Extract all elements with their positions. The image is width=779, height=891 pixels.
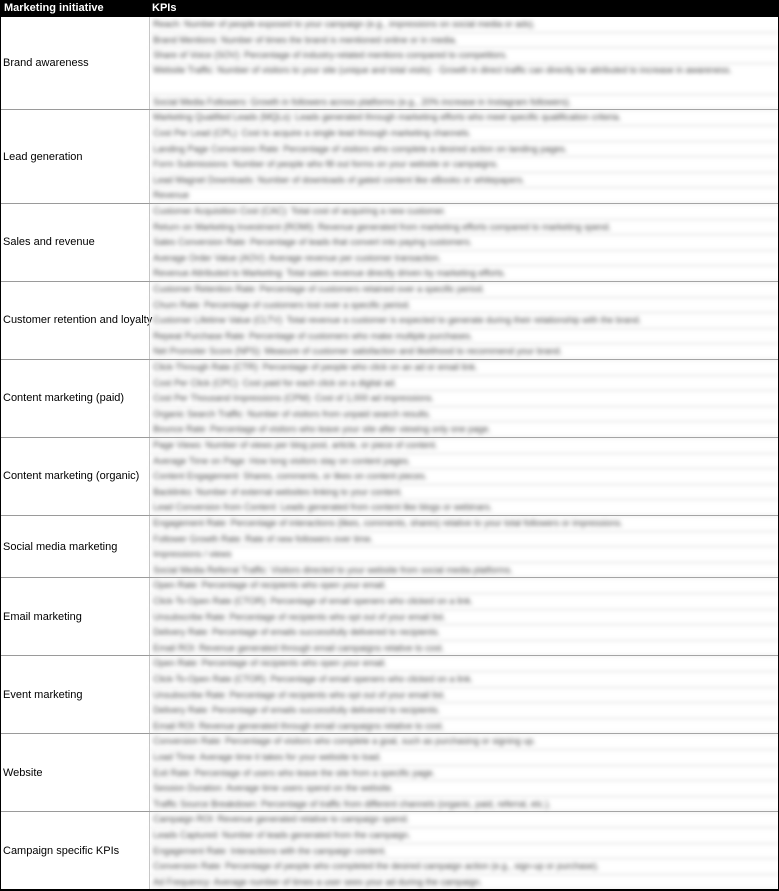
kpi-row: Exit Rate: Percentage of users who leave the site from a specific page. [150,766,779,782]
kpi-list [149,204,779,281]
initiative-group [0,282,779,360]
kpi-row: Engagement Rate: Interactions with the campaign content. [150,844,779,860]
kpi-list [149,17,779,109]
kpi-list [149,516,779,577]
kpi-row: Follower Growth Rate: Rate of new followers over time. [150,532,779,548]
kpi-list [149,110,779,203]
kpi-row: Churn Rate: Percentage of customers lost over a specific period. [150,298,779,314]
kpi-list [149,282,779,359]
kpi-row: Net Promoter Score (NPS): Measure of customer satisfaction and likelihood to recommend your brand. [150,344,779,360]
initiative-label: Email marketing [3,610,82,623]
kpi-row: Share of Voice (SOV): Percentage of industry-related mentions compared to competitors. [150,48,779,64]
kpi-row: Marketing Qualified Leads (MQLs): Leads generated through marketing efforts who meet specific qualification criteria. [150,110,779,126]
kpi-row: Delivery Rate: Percentage of emails successfully delivered to recipients. [150,703,779,719]
kpi-row: Organic Search Traffic: Number of visitors from unpaid search results. [150,407,779,423]
initiative-label: Sales and revenue [3,236,95,249]
initiative-label: Customer retention and loyalty [3,314,153,327]
kpi-list [149,812,779,889]
kpi-row: Open Rate: Percentage of recipients who open your email. [150,578,779,594]
kpi-row: Average Order Value (AOV): Average revenue per customer transaction. [150,251,779,267]
kpi-row: Cost Per Thousand Impressions (CPM): Cost of 1,000 ad impressions. [150,391,779,407]
kpi-row: Revenue [150,188,779,204]
table-header [0,0,779,17]
initiative-group [0,734,779,812]
kpi-row: Click-To-Open Rate (CTOR): Percentage of email openers who clicked on a link. [150,672,779,688]
initiative-label: Event marketing [3,688,83,701]
kpi-row: Load Time: Average time it takes for your website to load. [150,750,779,766]
kpi-row: Engagement Rate: Percentage of interactions (likes, comments, shares) relative to your total followers or impressions. [150,516,779,532]
kpi-row: Lead Conversion from Content: Leads generated from content like blogs or webinars. [150,500,779,516]
initiative-group [0,17,779,110]
table-body [0,17,779,890]
left-border [0,0,1,891]
initiative-group [0,656,779,734]
kpi-row: Reach: Number of people exposed to your campaign (e.g., impressions on social media or ads). [150,17,779,33]
kpi-row: Website Traffic: Number of visitors to your site (unique and total visits) - Growth in direct traffic can directly be attributed to increase in awareness. [150,64,779,95]
kpi-list [149,656,779,733]
kpi-row: Cost Per Click (CPC): Cost paid for each click on a digital ad. [150,376,779,392]
kpi-row: Content Engagement: Shares, comments, or likes on content pieces. [150,469,779,485]
kpi-row: Session Duration: Average time users spend on the website. [150,781,779,797]
kpi-row: Click-To-Open Rate (CTOR): Percentage of email openers who clicked on a link. [150,594,779,610]
initiative-label: Content marketing (paid) [3,392,125,405]
header-marketing-initiative: Marketing initiative [4,2,104,14]
kpi-row: Traffic Source Breakdown: Percentage of traffic from different channels (organic, paid, referral, etc.). [150,797,779,813]
kpi-list [149,734,779,811]
kpi-row: Repeat Purchase Rate: Percentage of customers who make multiple purchases. [150,329,779,345]
kpi-row: Social Media Referral Traffic: Visitors directed to your website from social media platforms. [150,563,779,579]
initiative-label: Content marketing (organic) [3,470,140,483]
kpi-list [149,360,779,437]
kpi-row: Customer Lifetime Value (CLTV): Total revenue a customer is expected to generate during their relationship with the brand. [150,313,779,329]
kpi-row: Revenue Attributed to Marketing: Total sales revenue directly driven by marketing efforts. [150,266,779,282]
header-kpis: KPIs [152,2,177,14]
kpi-row: Social Media Followers: Growth in followers across platforms (e.g., 20% increase in Instagram followers). [150,95,779,111]
kpi-row: Conversion Rate: Percentage of people who completed the desired campaign action (e.g., sign-up or purchase). [150,859,779,875]
kpi-row: Cost Per Lead (CPL): Cost to acquire a single lead through marketing channels. [150,126,779,142]
initiative-label: Website [3,766,43,779]
kpi-row: Page Views: Number of views per blog post, article, or piece of content. [150,438,779,454]
kpi-row: Sales Conversion Rate: Percentage of leads that convert into paying customers. [150,235,779,251]
initiative-group [0,578,779,656]
kpi-row: Ad Frequency: Average number of times a user sees your ad during the campaign. [150,875,779,891]
kpi-row: Click-Through Rate (CTR): Percentage of people who click on an ad or email link. [150,360,779,376]
kpi-row: Email ROI: Revenue generated through email campaigns relative to cost. [150,641,779,657]
initiative-group [0,438,779,516]
kpi-row: Backlinks: Number of external websites linking to your content. [150,485,779,501]
kpi-row: Unsubscribe Rate: Percentage of recipients who opt out of your email list. [150,610,779,626]
initiative-group [0,516,779,578]
kpi-row: Conversion Rate: Percentage of visitors who complete a goal, such as purchasing or signing up. [150,734,779,750]
initiative-label: Campaign specific KPIs [3,844,120,857]
kpi-row: Email ROI: Revenue generated through email campaigns relative to cost. [150,719,779,735]
kpi-list [149,578,779,655]
kpi-row: Leads Captured: Number of leads generated from the campaign. [150,828,779,844]
kpi-row: Open Rate: Percentage of recipients who open your email. [150,656,779,672]
kpi-row: Landing Page Conversion Rate: Percentage of visitors who complete a desired action on landing pages. [150,142,779,158]
kpi-row: Customer Acquisition Cost (CAC): Total cost of acquiring a new customer. [150,204,779,220]
kpi-row: Bounce Rate: Percentage of visitors who leave your site after viewing only one page. [150,422,779,438]
kpi-row: Impressions / views [150,547,779,563]
initiative-group [0,204,779,282]
kpi-row: Brand Mentions: Number of times the brand is mentioned online or in media. [150,33,779,49]
kpi-row: Lead Magnet Downloads: Number of downloads of gated content like eBooks or whitepapers. [150,173,779,189]
kpi-row: Average Time on Page: How long visitors stay on content pages. [150,454,779,470]
initiative-label: Social media marketing [3,540,118,553]
kpi-list [149,438,779,515]
initiative-label: Brand awareness [3,57,89,70]
kpi-row: Form Submissions: Number of people who fill out forms on your website or campaigns. [150,157,779,173]
kpi-row: Campaign ROI: Revenue generated relative to campaign spend. [150,812,779,828]
initiative-group [0,110,779,204]
kpi-row: Return on Marketing Investment (ROMI): Revenue generated from marketing efforts compared to marketing spend. [150,220,779,236]
kpi-row: Unsubscribe Rate: Percentage of recipients who opt out of your email list. [150,688,779,704]
initiative-group [0,360,779,438]
initiative-label: Lead generation [3,150,83,163]
kpi-row: Customer Retention Rate: Percentage of customers retained over a specific period. [150,282,779,298]
kpi-row: Delivery Rate: Percentage of emails successfully delivered to recipients. [150,625,779,641]
initiative-group [0,812,779,890]
